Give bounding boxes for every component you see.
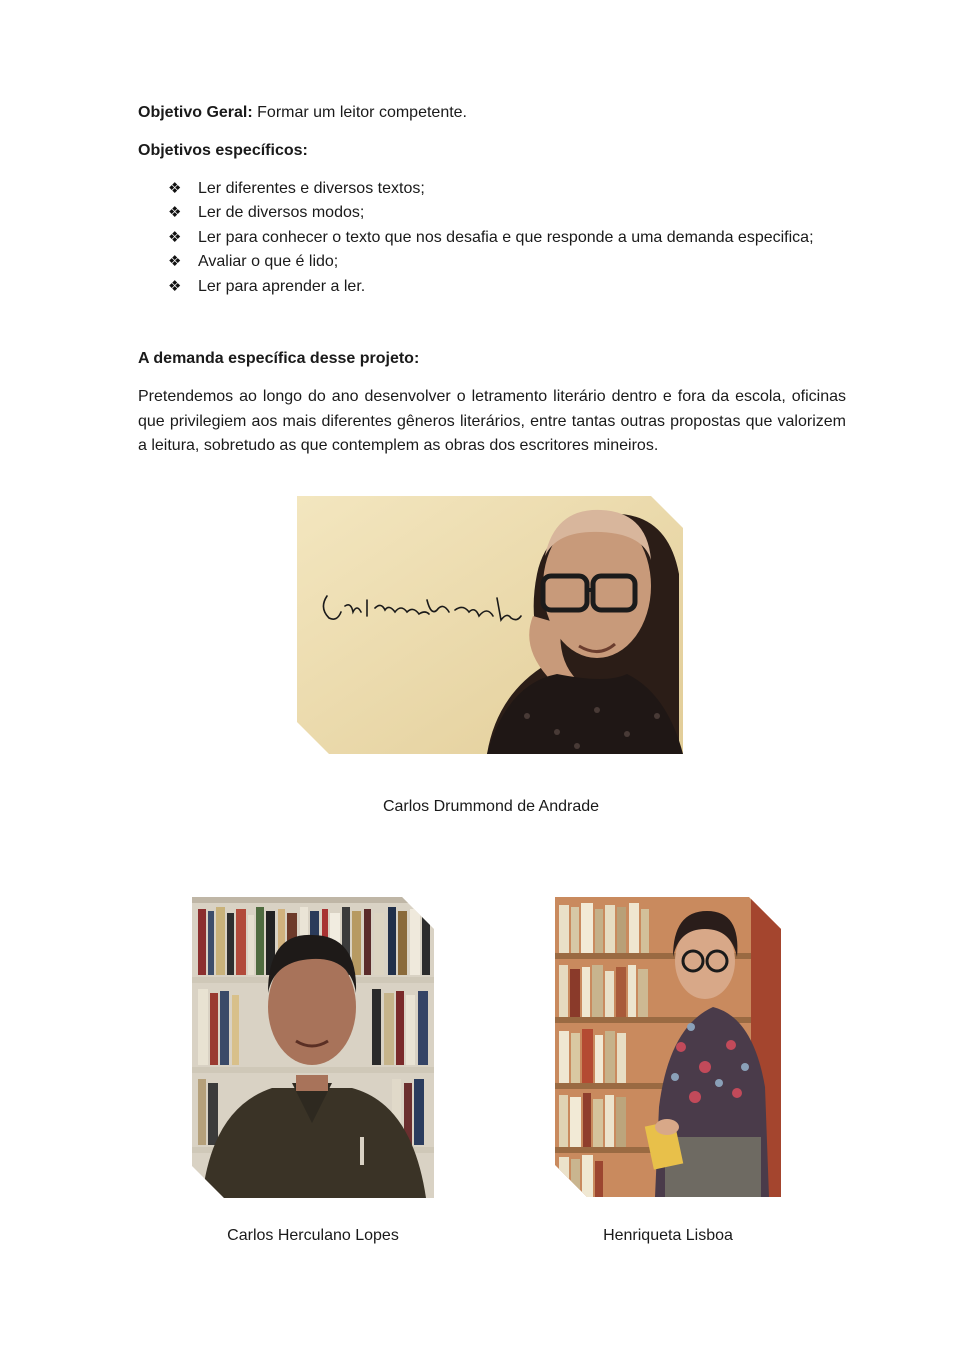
caption-herculano: Carlos Herculano Lopes [227, 1227, 399, 1244]
demanda-heading [138, 347, 419, 371]
list-item-text: Ler para conhecer o texto que nos desafia e que responde a uma demanda especifica; [198, 228, 814, 246]
photo-herculano [192, 897, 434, 1198]
objetivo-geral-label: Objetivo Geral: [138, 104, 253, 121]
demanda-heading-text: A demanda específica desse projeto: [138, 350, 420, 367]
objetivo-geral-text: Formar um leitor competente. [252, 104, 467, 121]
list-item-text: Ler diferentes e diversos textos; [198, 180, 425, 197]
list-item [168, 177, 814, 201]
photo-drummond [297, 496, 683, 754]
drummond-portrait-image [297, 496, 683, 754]
diamond-bullet-icon: ❖ [168, 180, 182, 197]
diamond-bullet-icon: ❖ [168, 253, 182, 271]
diamond-bullet-icon: ❖ [168, 228, 182, 246]
list-item [168, 226, 814, 250]
herculano-portrait-image [192, 897, 434, 1198]
objetivos-especificos-list [168, 177, 814, 299]
objetivos-especificos-heading-text: Objetivos específicos: [138, 142, 308, 159]
list-item [168, 201, 814, 225]
henriqueta-portrait-image [555, 897, 781, 1197]
list-item-text: Ler de diversos modos; [198, 204, 365, 222]
objetivos-especificos-heading [138, 139, 308, 163]
diamond-bullet-icon: ❖ [168, 204, 182, 222]
list-item [168, 250, 814, 274]
photo-henriqueta [555, 897, 781, 1197]
objetivo-geral [138, 101, 467, 125]
demanda-paragraph: Pretendemos ao longo do ano desenvolver o letramento literário dentro e fora da escola, oficinas que privilegiem aos mais diferentes gêneros literários, entre tantas outras propostas que valorizem a leitura, sobretudo as que contemplem as obras dos escritores mineiros. [138, 388, 846, 454]
list-item [168, 275, 814, 299]
list-item-text: Ler para aprender a ler. [198, 277, 366, 295]
list-item-text: Avaliar o que é lido; [198, 253, 339, 271]
caption-henriqueta: Henriqueta Lisboa [603, 1227, 733, 1244]
caption-drummond: Carlos Drummond de Andrade [382, 798, 600, 815]
diamond-bullet-icon: ❖ [168, 277, 182, 295]
